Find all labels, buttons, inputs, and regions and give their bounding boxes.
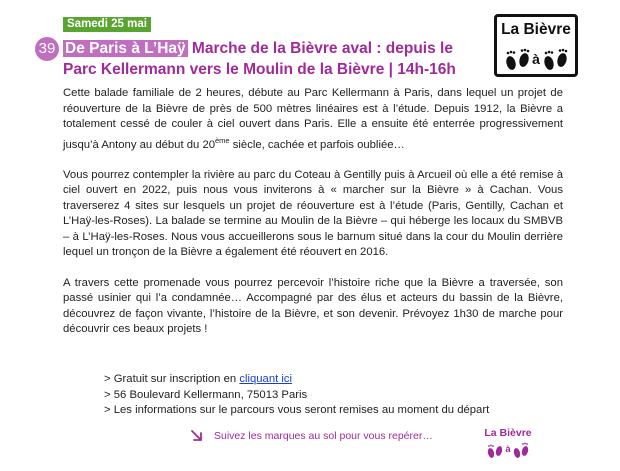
description-paragraph-2: Vous pourrez contempler la rivière au parc du Coteau à Gentilly puis à Arcueil où elle a été remise à ciel ouvert en 2022, puis nous vous inviterons à « marcher sur la Bièvre » à Cachan. Vous traverserez 4 sites sur lesquels un projet de réouverture est à l’étude (Paris, Gentilly, Cachan et L’Haÿ-les-Roses). La balade se termine au Moulin de la Bièvre – qui héberge les locaux du SMBVB – à L’Haÿ-les-Roses. Nous vous accueillerons sous le barnum situé dans la cour du Moulin derrière lequel un tronçon de la Bièvre a également été réouvert en 2016.	[63, 168, 563, 259]
description-paragraph-3: A travers cette promenade vous pourrez percevoir l’histoire riche que la Bièvre a traversée, son passé usinier qui l’a condamnée… Accompagné par des élus et acteurs du bassin de la Bièvre, découvrez de façon vivante, l’histoire de la Bièvre, et son devenir. Prévoyez 1h30 de marche pour découvrir ces beaux projets !	[63, 276, 563, 336]
description-paragraph-1: Cette balade familiale de 2 heures, débute au Parc Kellermann à Paris, dans lequel un projet de réouverture de la Bièvre de près de 500 mètres linéaires est à l’étude. Depuis 1912, la Bièvre a totalement cessé de couler à ciel ouvert dans Paris. Elle a ensuite été enterrée progressivement jusqu’à Antony au début du 20ème siècle, cachée et parfois oubliée…	[63, 87, 563, 151]
practical-info	[104, 372, 489, 419]
event-title-text: Marche de la Bièvre aval : depuis le Parc Kellermann vers le Moulin de la Bièvre | 14h-16h	[63, 40, 456, 78]
mini-logo-sub-text: à	[505, 444, 511, 455]
la-bievre-logo	[494, 14, 578, 77]
event-description	[63, 86, 563, 353]
date-badge: Samedi 25 mai	[63, 17, 151, 32]
logo-sub-text: à	[532, 51, 540, 67]
footer-hint: Suivez les marques au sol pour vous repérer…	[214, 430, 433, 442]
ordinal-superscript: ème	[215, 135, 230, 145]
mini-la-bievre-logo	[478, 427, 538, 461]
logo-text: La Bièvre	[501, 21, 571, 38]
mini-logo-text: La Bièvre	[484, 427, 532, 439]
info-address: > 56 Boulevard Kellermann, 75013 Paris	[104, 388, 308, 401]
info-departure: > Les informations sur le parcours vous seront remises au moment du départ	[104, 404, 490, 416]
info-registration: > Gratuit sur inscription en cliquant ici	[104, 373, 293, 385]
event-title	[63, 38, 483, 80]
event-number-badge: 39	[35, 37, 59, 61]
registration-link[interactable]: cliquant ici	[239, 373, 293, 385]
location-tag: De Paris à L’Haÿ	[65, 40, 186, 57]
